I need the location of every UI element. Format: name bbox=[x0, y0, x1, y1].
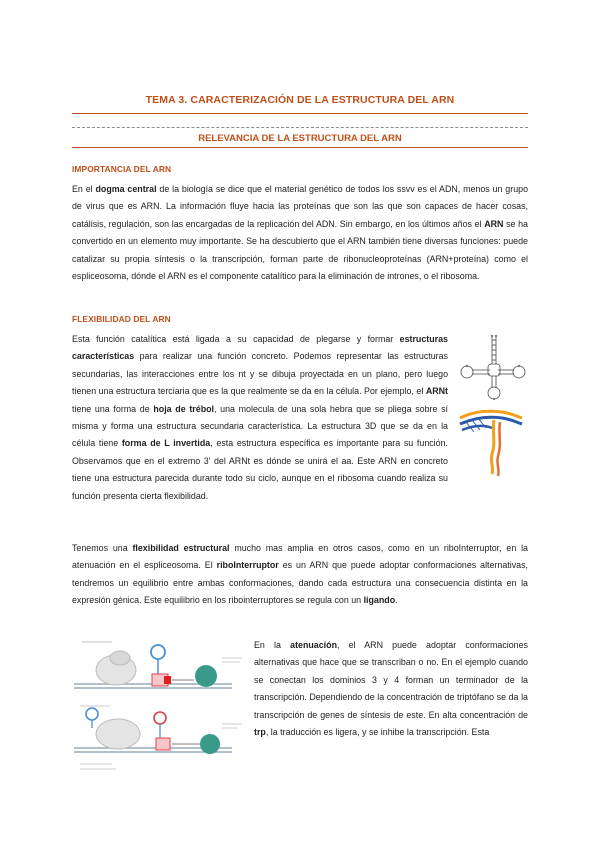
trna-figure bbox=[452, 332, 528, 478]
text-run: En la bbox=[254, 640, 291, 650]
heading-importancia: IMPORTANCIA DEL ARN bbox=[72, 164, 172, 174]
cloverleaf-secondary-structure bbox=[461, 336, 525, 399]
heading-flexibilidad: FLEXIBILIDAD DEL ARN bbox=[72, 314, 171, 324]
text-run: , la traducción es ligera, y se inhibe la transcripción. Esta bbox=[265, 727, 490, 738]
paragraph-ribointerruptor bbox=[72, 540, 528, 610]
attenuation-figure bbox=[72, 636, 248, 776]
bold-term: riboInterruptor bbox=[216, 560, 279, 571]
bold-term: trp bbox=[254, 727, 266, 738]
attenuation-diagram bbox=[72, 636, 248, 776]
bold-term: hoja de trébol bbox=[153, 403, 215, 414]
text-run: . bbox=[395, 595, 398, 606]
text-run: para realizar una función concreto. Podemos representar las estructuras secundarias, las interacciones entre los nt y se dibuja proyectada en un plano, pero luego tienen una estructura terciaria que es la que realmente se da en la célula. Por ejemplo, el bbox=[72, 351, 448, 397]
riboswitch-on-state bbox=[74, 642, 242, 688]
paragraph-atenuacion bbox=[254, 637, 528, 741]
subtitle-rule-bottom bbox=[72, 147, 528, 148]
paragraph-importancia bbox=[72, 181, 528, 285]
text-run: de la biología se dice que el material genético de todos los ssvv es el ADN, menos un grupo de virus que es ARN. La información fluye hacia las proteínas que son las que son capaces de hacer cosas, catálisis, regulación, son las encargadas de la replicación del ADN. Sin embargo, en los últimos años el bbox=[72, 184, 529, 229]
paragraph-trna bbox=[72, 331, 448, 505]
title-underline bbox=[72, 113, 528, 114]
text-run: tiene una forma de bbox=[72, 403, 154, 414]
bold-term: ARN bbox=[484, 218, 504, 229]
inverted-l-tertiary-structure bbox=[460, 411, 522, 476]
subtitle-rule-top bbox=[72, 127, 528, 128]
text-run: se ha convertido en un elemento muy importante. Se ha descubierto que el ARN también tiene diversas funciones: puede catalizar su propia síntesis o la transcripción, forman parte de ribonucleoproteínas (ARN+proteína) como el espliceosoma, dónde el ARN es el componente catalítico para la eliminación de intrones, o el ribosoma. bbox=[72, 218, 528, 282]
text-run: , el ARN puede adoptar conformaciones alternativas que hace que se transcriban o no. En el ejemplo cuando se conectan los dominios 3 y 4 forman un terminador de la transcripción. Dependiendo de la concentración de triptófano se da la transcripción de genes de síntesis de este. En alta concentración de bbox=[254, 640, 528, 720]
bold-term: ARNt bbox=[425, 386, 448, 397]
bold-term: atenuación bbox=[290, 640, 337, 650]
bold-term: estructuras características bbox=[72, 334, 448, 362]
bold-term: dogma central bbox=[95, 184, 157, 194]
document-page bbox=[72, 0, 528, 848]
text-run: , una molecula de una sola hebra que se pliega sobre sí misma y forma una estructura secundaria característica. La estructura 3D que se da en la célula tiene bbox=[72, 403, 449, 449]
page-title: TEMA 3. CARACTERIZACIÓN DE LA ESTRUCTURA DEL ARN bbox=[145, 94, 455, 106]
trna-structure-diagram bbox=[452, 332, 528, 478]
text-run: es un ARN que puede adoptar conformaciones alternativas, tendremos un equilibrio entre ambas conformaciones, dando cada estructura una consecuencia distinta en la expresión génica. Este equilibrio en los ribointerruptores se regula con un bbox=[72, 560, 528, 606]
text-run: En el bbox=[72, 184, 96, 194]
text-run: , esta estructura específica es importante para su función. Observamos que en el extremo 3' del ARNt es dónde se unirá el aa. Este ARN en concreto tiene una estructura parecida durante todo su ciclo, aunque en el ribosoma cuando realiza su función presenta cierta flexibilidad. bbox=[72, 438, 448, 501]
bold-term: forma de L invertida bbox=[121, 438, 211, 449]
text-run: Esta función catalítica está ligada a su capacidad de plegarse y formar bbox=[72, 334, 400, 344]
bold-term: ligando bbox=[363, 595, 396, 606]
section-subtitle: RELEVANCIA DE LA ESTRUCTURA DEL ARN bbox=[198, 133, 402, 144]
text-run: mucho mas amplia en otros casos, como en un riboInterruptor, en la atenuación en el espliceosoma. El bbox=[72, 543, 528, 571]
riboswitch-off-state bbox=[74, 706, 242, 769]
text-run: Tenemos una bbox=[72, 543, 133, 553]
bold-term: flexibilidad estructural bbox=[132, 543, 230, 553]
